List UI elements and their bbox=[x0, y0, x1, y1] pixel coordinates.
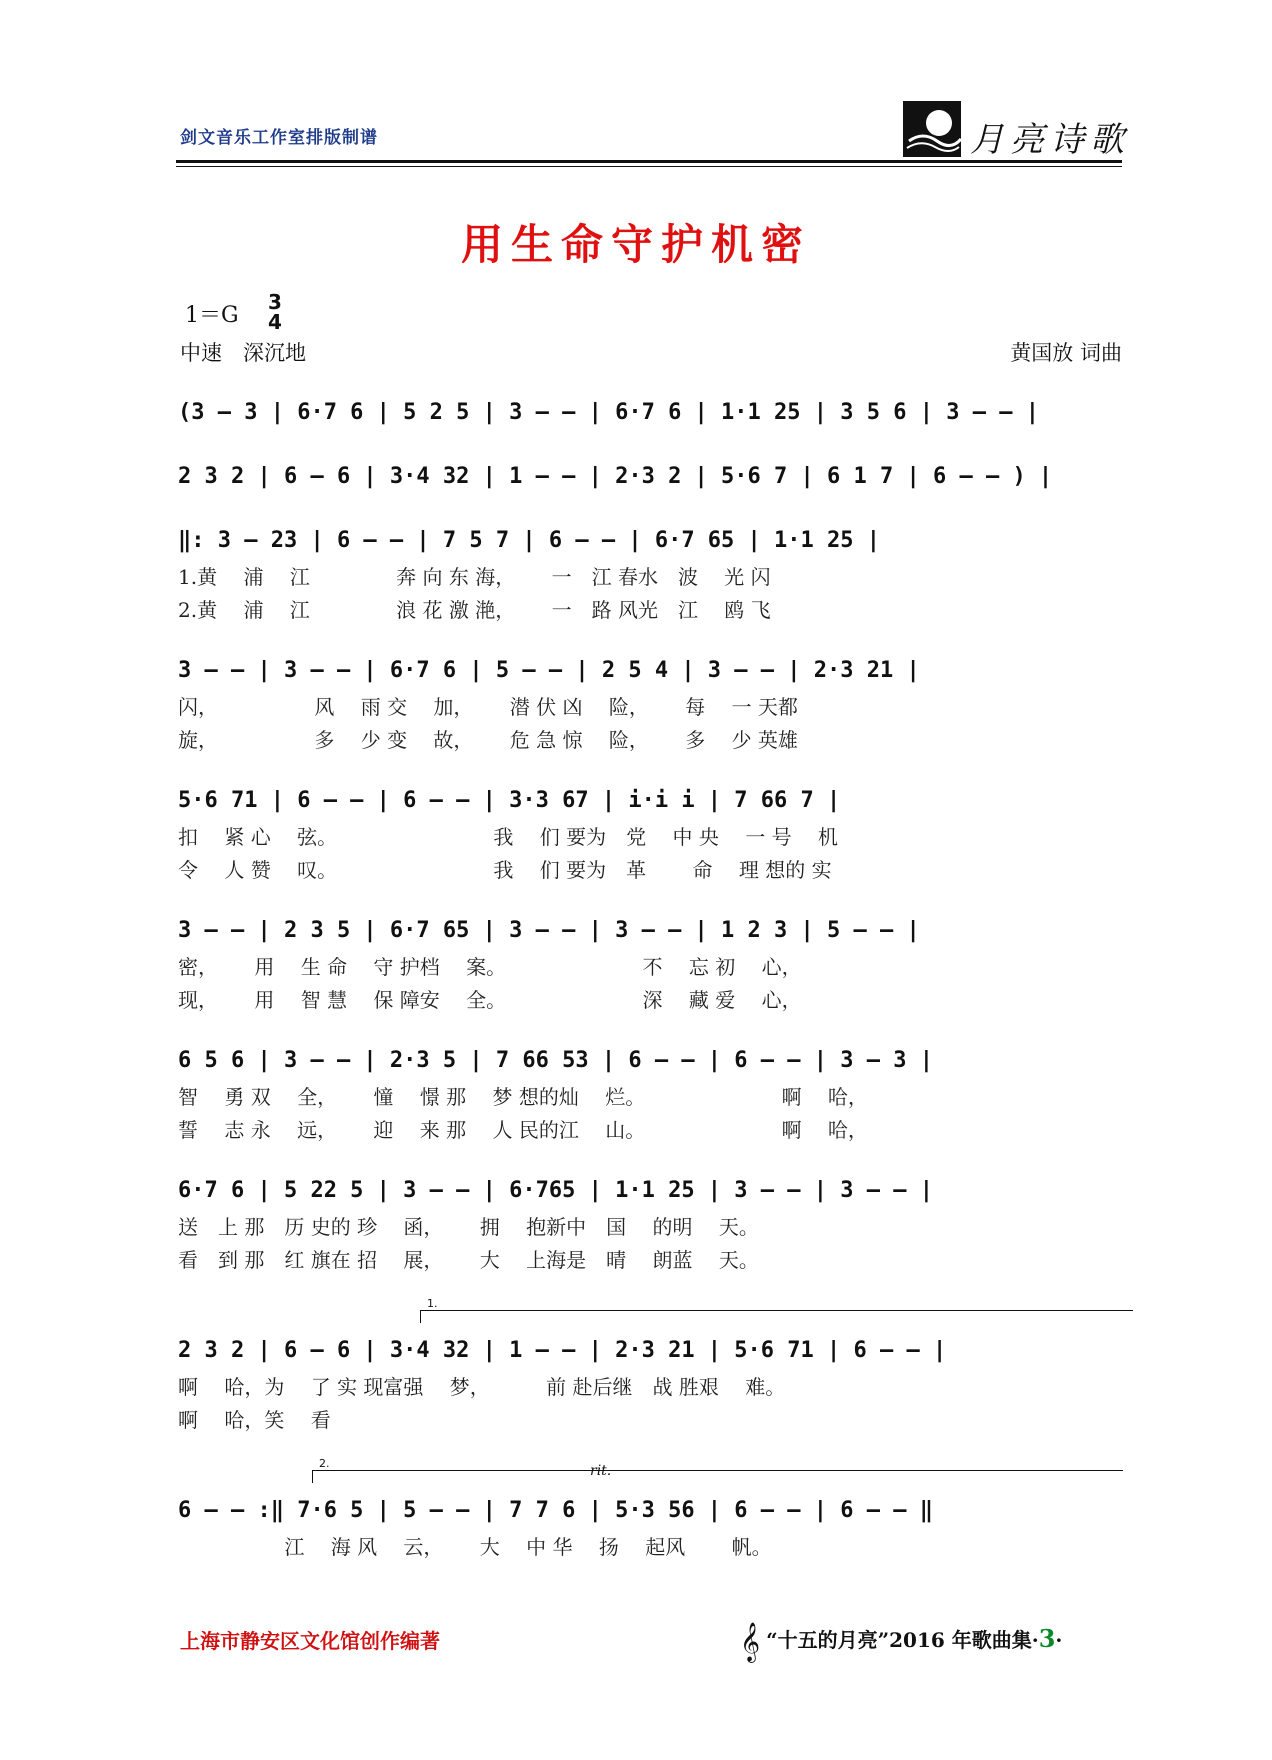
lyrics-verse-2: 啊 哈，笑 看 bbox=[178, 1408, 331, 1432]
volta-2-label: 2. bbox=[319, 1457, 330, 1470]
header-rule bbox=[176, 160, 1122, 163]
song-title: 用生命守护机密 bbox=[460, 220, 811, 269]
notation-line: 6·7 6 | 5 22 5 | 3 – – | 6·765 | 1·1 25 | 3 – – | 3 – – | bbox=[178, 1178, 933, 1203]
lyrics-verse-1: 送 上 那 历 史的 珍 函， 拥 抱新中 国 的明 天。 bbox=[178, 1215, 759, 1239]
notation-line: ‖: 3 – 23 | 6 – – | 7 5 7 | 6 – – | 6·7 65 | 1·1 25 | bbox=[178, 528, 880, 553]
score-system-8 bbox=[178, 1178, 1124, 1273]
lyrics-verse-2: 旋， 多 少 变 故， 危 急 惊 险， 多 少 英雄 bbox=[178, 728, 798, 752]
notation-line: (3 – 3 | 6·7 6 | 5 2 5 | 3 – – | 6·7 6 | 1·1 25 | 3 5 6 | 3 – – | bbox=[178, 400, 1039, 425]
score-system-7 bbox=[178, 1048, 1124, 1143]
time-signature bbox=[268, 292, 282, 332]
volta-bracket-1 bbox=[420, 1297, 1133, 1323]
lyrics-verse-2: 2.黄 浦 江 浪 花 激 滟， 一 路 风光 江 鸥 飞 bbox=[178, 598, 771, 622]
tempo-marking: 中速 深沉地 bbox=[180, 341, 306, 365]
time-signature-top: 3 bbox=[268, 290, 282, 314]
treble-clef-icon: 𝄞 bbox=[740, 1622, 761, 1662]
volta-bracket-2 bbox=[312, 1457, 1123, 1483]
studio-credit: 剑文音乐工作室排版制谱 bbox=[180, 128, 378, 148]
ritardando-marking: rit. bbox=[590, 1463, 612, 1479]
lyrics-verse-1: 智 勇 双 全， 憧 憬 那 梦 想的灿 烂。 啊 哈， bbox=[178, 1085, 868, 1109]
score-system-10 bbox=[178, 1498, 1124, 1560]
score-system-6 bbox=[178, 918, 1124, 1013]
lyrics-verse-1: 闪， 风 雨 交 加， 潜 伏 凶 险， 每 一 天都 bbox=[178, 695, 798, 719]
score-system-1 bbox=[178, 400, 1124, 425]
notation-line: 6 5 6 | 3 – – | 2·3 5 | 7 66 53 | 6 – – | 6 – – | 3 – 3 | bbox=[178, 1048, 933, 1073]
score-system-4 bbox=[178, 658, 1124, 753]
notation-line: 2 3 2 | 6 – 6 | 3·4 32 | 1 – – | 2·3 21 | 5·6 71 | 6 – – | bbox=[178, 1338, 947, 1363]
score-system-3 bbox=[178, 528, 1124, 623]
header-rule-thin bbox=[176, 166, 1122, 167]
key-signature: 1＝G bbox=[185, 303, 239, 328]
lyrics-verse-1: 扣 紧 心 弦。 我 们 要为 党 中 央 一 号 机 bbox=[178, 825, 838, 849]
lyrics-verse-1: 1.黄 浦 江 奔 向 东 海， 一 江 春水 波 光 闪 bbox=[178, 565, 771, 589]
notation-line: 3 – – | 2 3 5 | 6·7 65 | 3 – – | 3 – – | 1 2 3 | 5 – – | bbox=[178, 918, 920, 943]
score-system-9 bbox=[178, 1338, 1124, 1433]
page-number: 3 bbox=[1038, 1624, 1056, 1653]
lyrics-verse-2: 誓 志 永 远， 迎 来 那 人 民的江 山。 啊 哈， bbox=[178, 1118, 868, 1142]
footer-collection bbox=[740, 1622, 1062, 1662]
time-signature-bottom: 4 bbox=[268, 310, 282, 334]
volta-1-label: 1. bbox=[427, 1297, 438, 1310]
lyrics-verse-1: 密， 用 生 命 守 护档 案。 不 忘 初 心， bbox=[178, 955, 802, 979]
lyrics-verse-2: 现， 用 智 慧 保 障安 全。 深 藏 爱 心， bbox=[178, 988, 802, 1012]
lyrics-verse-2: 看 到 那 红 旗在 招 展， 大 上海是 晴 朗蓝 天。 bbox=[178, 1248, 759, 1272]
lyrics-verse-2: 令 人 赞 叹。 我 们 要为 革 命 理 想的 实 bbox=[178, 858, 832, 882]
score-system-5 bbox=[178, 788, 1124, 883]
footer-collection-title: “十五的月亮”2016 年歌曲集· bbox=[766, 1628, 1039, 1652]
score-system-2 bbox=[178, 464, 1124, 489]
logo-text: 月亮诗歌 bbox=[970, 120, 1130, 160]
notation-line: 2 3 2 | 6 – 6 | 3·4 32 | 1 – – | 2·3 2 | 5·6 7 | 6 1 7 | 6 – – ) | bbox=[178, 464, 1053, 489]
lyrics-verse-1: 啊 哈，为 了 实 现富强 梦， 前 赴后继 战 胜艰 难。 bbox=[178, 1375, 786, 1399]
notation-line: 6 – – :‖ 7·6 5 | 5 – – | 7 7 6 | 5·3 56 | 6 – – | 6 – – ‖ bbox=[178, 1498, 933, 1523]
page-number-suffix: · bbox=[1055, 1628, 1063, 1652]
notation-line: 5·6 71 | 6 – – | 6 – – | 3·3 67 | i·i i | 7 66 7 | bbox=[178, 788, 841, 813]
lyrics-verse-1: 江 海 风 云， 大 中 华 扬 起风 帆。 bbox=[178, 1535, 772, 1559]
footer-publisher: 上海市静安区文化馆创作编著 bbox=[180, 1629, 440, 1653]
moon-logo-icon bbox=[903, 101, 961, 157]
composer-credit: 黄国放 词曲 bbox=[1010, 341, 1122, 365]
notation-line: 3 – – | 3 – – | 6·7 6 | 5 – – | 2 5 4 | 3 – – | 2·3 21 | bbox=[178, 658, 920, 683]
